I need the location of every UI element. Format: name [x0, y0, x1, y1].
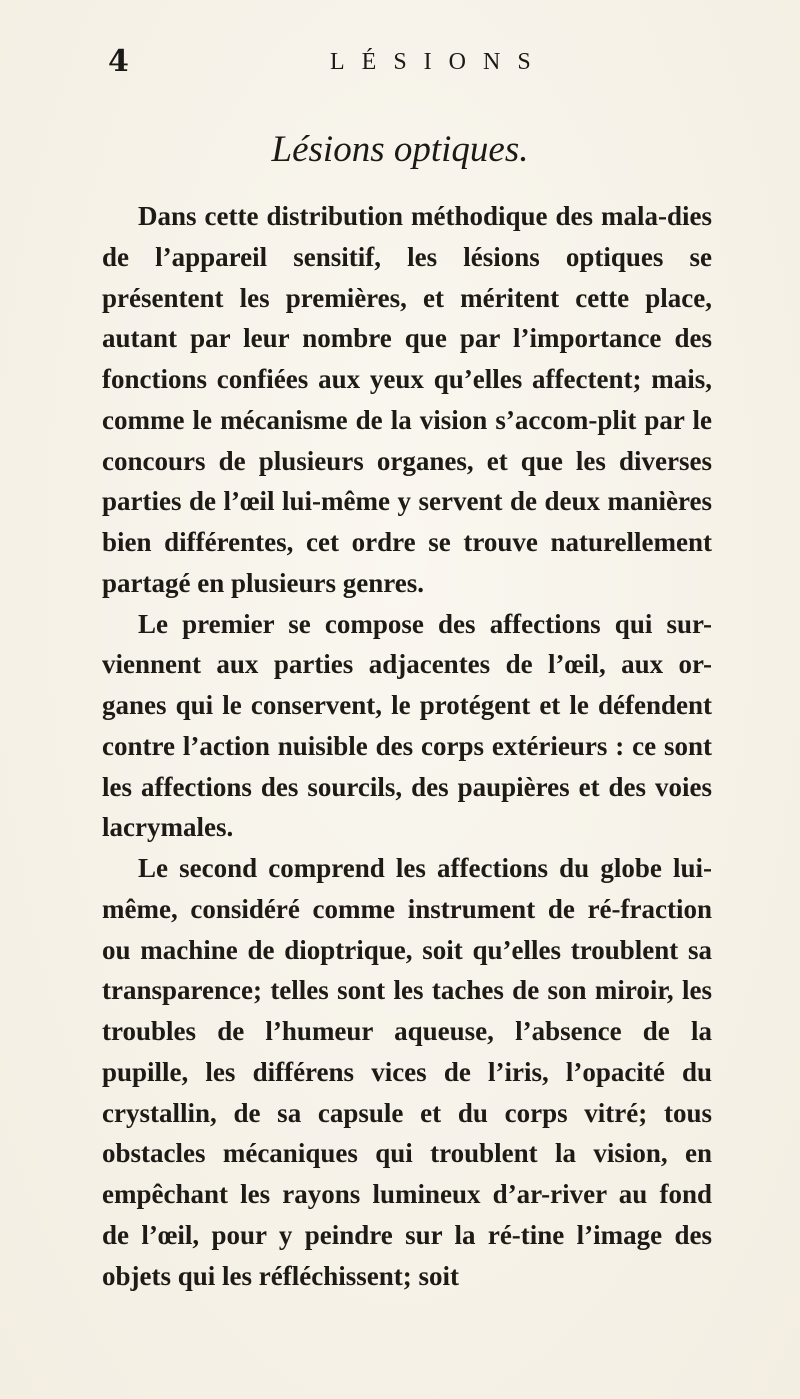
paragraph-2: Le premier se compose des affections qui sur-viennent aux parties adjacentes de l’œil, aux or-ganes qui le conservent, le protégent et le défendent contre l’action nuisible des corps extérieurs : ce sont les affections des sourcils, des paupières et des voies lacrymales.	[102, 608, 712, 843]
paragraph-3: Le second comprend les affections du globe lui-même, considéré comme instrument de ré-fraction ou machine de dioptrique, soit qu’elles troublent sa transparence; telles sont les taches de son miroir, les troubles de l’humeur aqueuse, l’absence de la pupille, les différens vices de l’iris, l’opacité du crystallin, de sa capsule et du corps vitré; tous obstacles mécaniques qui troublent la vision, en empêchant les rayons lumineux d’ar-river au fond de l’œil, pour y peindre sur la ré-tine l’image des objets qui les réfléchissent; soit	[102, 853, 712, 1291]
running-head	[108, 42, 708, 82]
body-text	[102, 196, 712, 1296]
paragraph-1: Dans cette distribution méthodique des mala-dies de l’appareil sensitif, les lésions optiques se présentent les premières, et méritent cette place, autant par leur nombre que par l’importance des fonctions confiées aux yeux qu’elles affectent; mais, comme le mécanisme de la vision s’accom-plit par le concours de plusieurs organes, et que les diverses parties de l’œil lui-même y servent de deux manières bien différentes, cet ordre se trouve naturellement partagé en plusieurs genres.	[102, 201, 712, 598]
page-number: 4	[108, 44, 129, 79]
running-head-title: LÉSIONS	[330, 49, 548, 75]
section-title: Lésions optiques.	[271, 129, 529, 170]
